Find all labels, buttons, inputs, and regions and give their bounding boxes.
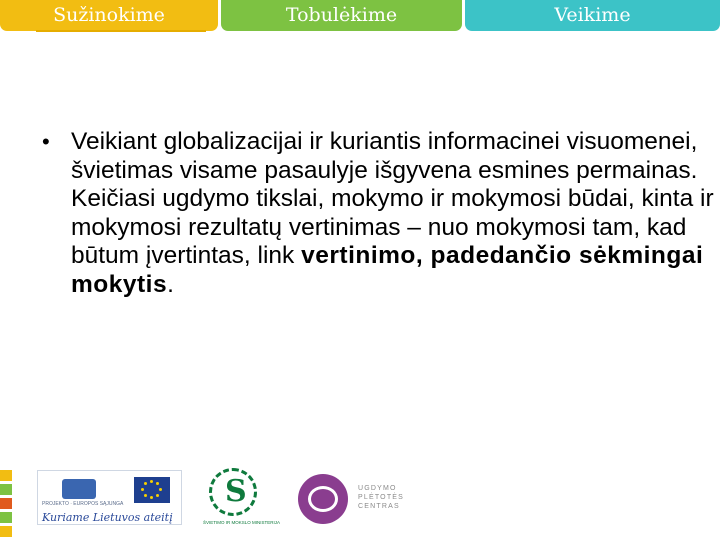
stripe-segment: [0, 526, 12, 537]
stripe-segment: [0, 512, 12, 523]
logo-tagline: Kuriame Lietuvos ateitį: [42, 511, 173, 524]
ministry-emblem-letter: S: [225, 474, 247, 509]
active-tab-underline: [36, 30, 206, 32]
slide-content: [42, 128, 718, 300]
tab-veikime[interactable]: [465, 0, 720, 31]
tab-label: Veikime: [554, 4, 631, 26]
upc-name-line: UGDYMO: [358, 485, 397, 492]
tab-suzinokime[interactable]: [0, 0, 218, 31]
upc-name-line: CENTRAS: [358, 503, 400, 510]
es-structural-funds-icon: [62, 479, 96, 499]
tab-tobulekime[interactable]: [221, 0, 462, 31]
bullet-paragraph: [42, 128, 718, 300]
bullet-icon: •: [42, 129, 50, 154]
ministry-caption: ŠVIETIMO IR MOKSLO MINISTERIJA: [203, 520, 281, 525]
side-color-stripe: [0, 470, 12, 540]
upc-name: [358, 484, 404, 511]
paragraph-text: Veikiant globalizacijai ir kuriantis informacinei visuomenei, švietimas visame pasaulyje išgyvena esmines permainas. Keičiasi ugdymo tikslai, mokymo ir mokymosi būdai, kinta ir mokymosi rezultatų vertinimas – nuo mokymosi tam, kad būtum įvertintas, link: [71, 128, 714, 270]
logo-small-text: PROJEKTO · EUROPOS SĄJUNGA: [42, 501, 124, 507]
upc-name-line: PLĖTOTĖS: [358, 494, 405, 501]
top-tab-strip: [0, 0, 720, 31]
eu-funds-logo: [37, 470, 182, 525]
upc-logo: [296, 472, 416, 524]
tab-label: Sužinokime: [53, 4, 165, 26]
upc-circle-icon: [298, 474, 348, 524]
paragraph-end: .: [167, 270, 174, 298]
ministry-logo: [203, 468, 283, 528]
stripe-segment: [0, 498, 12, 509]
eu-flag-icon: [134, 477, 170, 503]
stripe-segment: [0, 470, 12, 481]
tab-label: Tobulėkime: [285, 4, 398, 26]
emphasis-text: vertinimo, padedančio sėkmingai mokytis: [71, 242, 704, 298]
stripe-segment: [0, 484, 12, 495]
